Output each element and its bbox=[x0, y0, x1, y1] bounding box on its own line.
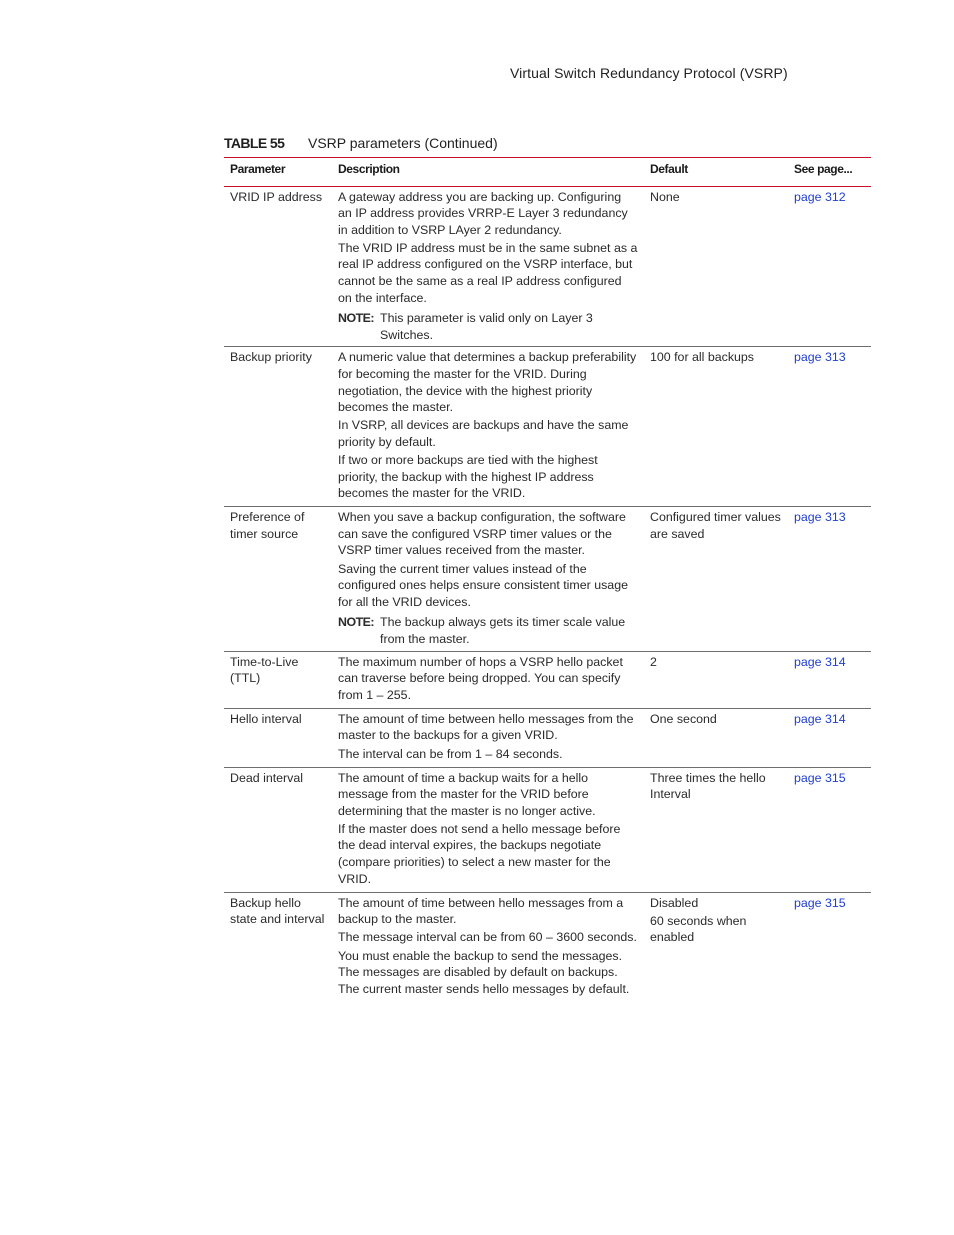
parameter-cell: Hello interval bbox=[230, 711, 302, 726]
default-cell bbox=[644, 507, 788, 651]
description-paragraph: The maximum number of hops a VSRP hello packet can traverse before being dropped. You can specify from 1 – 255. bbox=[338, 654, 623, 702]
see-page-cell bbox=[788, 347, 871, 507]
description-cell bbox=[332, 892, 644, 1002]
parameter-cell: VRID IP address bbox=[230, 189, 323, 204]
parameter-cell: Backup priority bbox=[230, 350, 312, 365]
parameter-cell: Preference of timer source bbox=[230, 510, 305, 541]
see-page-cell bbox=[788, 507, 871, 651]
running-header: Virtual Switch Redundancy Protocol (VSRP) bbox=[510, 65, 788, 81]
description-paragraph: You must enable the backup to send the messages. The messages are disabled by default on backups. The current master sends hello messages by default. bbox=[338, 948, 630, 996]
table-row bbox=[224, 347, 871, 507]
description-cell bbox=[332, 186, 644, 347]
page-link[interactable]: page 315 bbox=[794, 770, 846, 785]
note-label: NOTE: bbox=[338, 615, 375, 630]
description-paragraph: The message interval can be from 60 – 3600 seconds. bbox=[338, 930, 637, 945]
default-value: 2 bbox=[650, 654, 657, 669]
see-page-cell bbox=[788, 892, 871, 1002]
column-header-default: Default bbox=[650, 162, 688, 176]
table-row bbox=[224, 708, 871, 767]
description-cell bbox=[332, 347, 644, 507]
vsrp-parameters-table bbox=[224, 157, 871, 1002]
page-link[interactable]: page 313 bbox=[794, 350, 846, 365]
description-paragraph: The interval can be from 1 – 84 seconds. bbox=[338, 746, 563, 761]
default-cell bbox=[644, 767, 788, 892]
page-link[interactable]: page 313 bbox=[794, 510, 846, 525]
table-row bbox=[224, 767, 871, 892]
note bbox=[338, 310, 638, 343]
default-cell bbox=[644, 347, 788, 507]
table-row bbox=[224, 892, 871, 1002]
column-header-description: Description bbox=[338, 162, 400, 176]
description-paragraph: The amount of time a backup waits for a hello message from the master for the VRID before determining that the master is no longer active. bbox=[338, 770, 596, 818]
description-cell bbox=[332, 767, 644, 892]
description-paragraph: The amount of time between hello messages from a backup to the master. bbox=[338, 895, 624, 927]
default-value: None bbox=[650, 189, 680, 204]
column-header-see-page: See page... bbox=[794, 162, 853, 176]
table-number: TABLE 55 bbox=[224, 135, 285, 151]
description-paragraph: In VSRP, all devices are backups and have the same priority by default. bbox=[338, 418, 629, 449]
note-text: The backup always gets its timer scale value from the master. bbox=[380, 615, 626, 646]
description-paragraph: Saving the current timer values instead of the configured ones helps ensure consistent timer usage for all the VRID devices. bbox=[338, 561, 628, 609]
default-value: 100 for all backups bbox=[650, 350, 755, 365]
description-paragraph: The amount of time between hello messages from the master to the backups for a given VRID. bbox=[338, 711, 634, 743]
column-header-parameter: Parameter bbox=[230, 162, 286, 176]
table-row bbox=[224, 507, 871, 651]
page-link[interactable]: page 314 bbox=[794, 711, 846, 726]
default-value: Configured timer values are saved bbox=[650, 510, 781, 541]
description-paragraph: A numeric value that determines a backup preferability for becoming the master for the VRID. During negotiation, the device with the highest priority becomes the master. bbox=[338, 350, 637, 415]
page-link[interactable]: page 314 bbox=[794, 654, 846, 669]
see-page-cell bbox=[788, 708, 871, 767]
parameter-cell: Backup hello state and interval bbox=[230, 895, 325, 927]
default-value: Disabled bbox=[650, 895, 699, 910]
note bbox=[338, 614, 638, 647]
note-label: NOTE: bbox=[338, 311, 375, 326]
page-link[interactable]: page 315 bbox=[794, 895, 846, 910]
table-header-row bbox=[224, 158, 871, 187]
default-cell bbox=[644, 651, 788, 708]
table-title: VSRP parameters (Continued) bbox=[308, 135, 498, 151]
page-link[interactable]: page 312 bbox=[794, 189, 846, 204]
description-cell bbox=[332, 708, 644, 767]
see-page-cell bbox=[788, 651, 871, 708]
description-paragraph: If two or more backups are tied with the highest priority, the backup with the highest IP address becomes the master for the VRID. bbox=[338, 453, 598, 501]
description-cell bbox=[332, 507, 644, 651]
default-value: Three times the hello Interval bbox=[650, 770, 766, 802]
description-paragraph: The VRID IP address must be in the same subnet as a real IP address configured on the VSRP interface, but cannot be the same as a real IP address configured on the interface. bbox=[338, 240, 638, 305]
description-paragraph: When you save a backup configuration, the software can save the configured VSRP timer values or the VSRP timer values received from the master. bbox=[338, 510, 626, 558]
default-cell bbox=[644, 708, 788, 767]
default-value: One second bbox=[650, 711, 717, 726]
description-paragraph: If the master does not send a hello message before the dead interval expires, the backups negotiate (compare priorities) to select a new master for the VRID. bbox=[338, 821, 621, 886]
default-cell bbox=[644, 892, 788, 1002]
see-page-cell bbox=[788, 186, 871, 347]
default-cell bbox=[644, 186, 788, 347]
note-text: This parameter is valid only on Layer 3 Switches. bbox=[380, 311, 593, 342]
table-row bbox=[224, 651, 871, 708]
see-page-cell bbox=[788, 767, 871, 892]
description-paragraph: A gateway address you are backing up. Configuring an IP address provides VRRP-E Layer 3 redundancy in addition to VSRP LAyer 2 redundancy. bbox=[338, 189, 628, 237]
parameter-cell: Time-to-Live (TTL) bbox=[230, 654, 299, 686]
default-value: 60 seconds when enabled bbox=[650, 913, 747, 945]
table-row bbox=[224, 186, 871, 347]
description-cell bbox=[332, 651, 644, 708]
table-caption bbox=[224, 135, 498, 151]
parameter-cell: Dead interval bbox=[230, 770, 304, 785]
